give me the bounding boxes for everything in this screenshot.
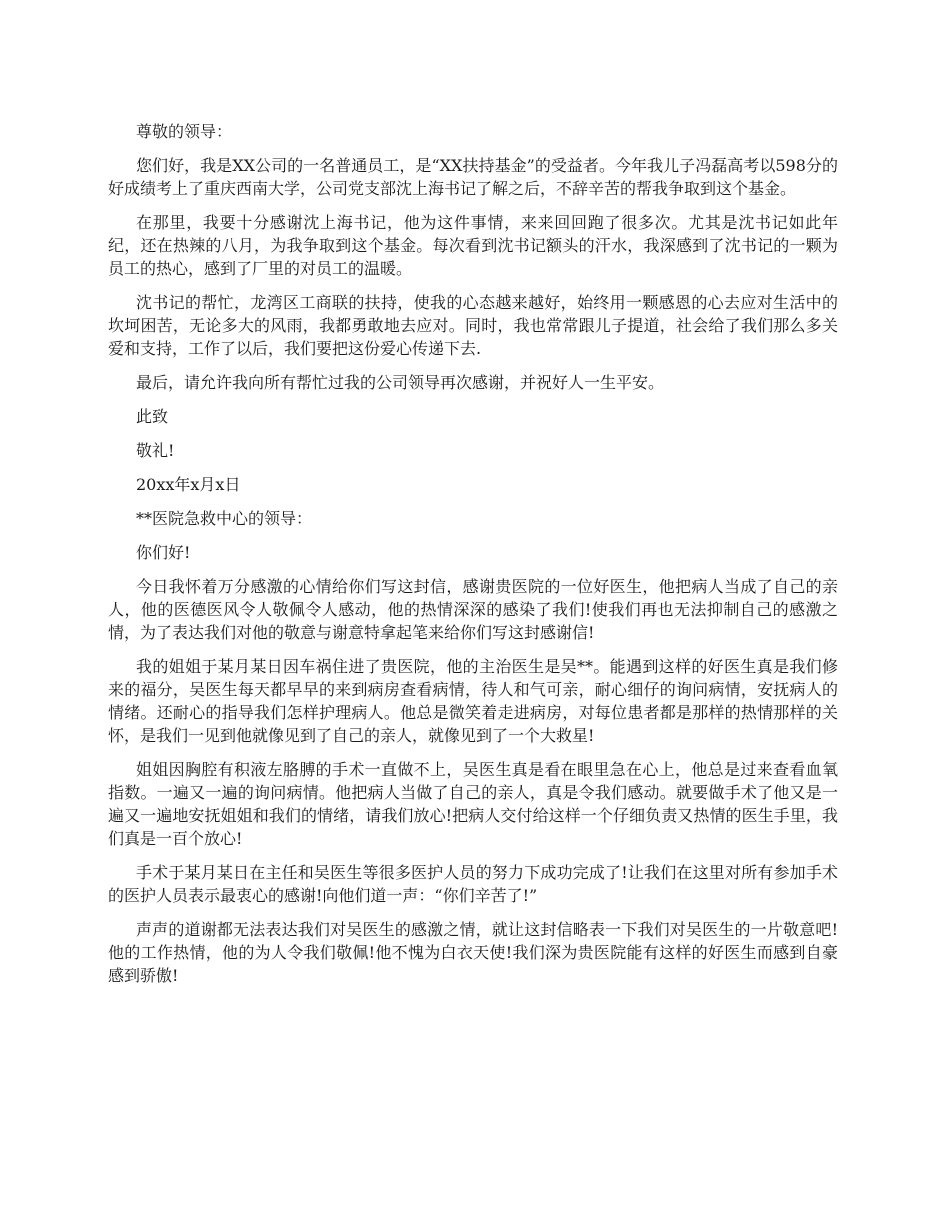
- letter2-paragraph-1: 今日我怀着万分感激的心情给你们写这封信，感谢贵医院的一位好医生，他把病人当成了自己的亲人，他的医德医风令人敬佩令人感动，他的热情深深的感染了我们!使我们再也无法抑制自己的感激之情，为了表达我们对他的敬意与谢意特拿起笔来给你们写这封感谢信!: [108, 577, 838, 642]
- letter1-paragraph-4: 最后，请允许我向所有帮忙过我的公司领导再次感谢，并祝好人一生平安。: [136, 373, 665, 392]
- letter1-salutation: 尊敬的领导：: [136, 122, 233, 141]
- letter1-date: 20xx年x月x日: [136, 475, 241, 494]
- letter2-paragraph-3: 姐姐因胸腔有积液左胳膊的手术一直做不上，吴医生真是看在眼里急在心上，他总是过来查看血氧指数。一遍又一遍的询问病情。他把病人当做了自己的亲人，真是令我们感动。就要做手术了他又是一遍又一遍地安抚姐姐和我们的情绪，请我们放心!把病人交付给这样一个仔细负责又热情的医生手里，我们真是一百个放心!: [108, 760, 838, 848]
- letter2-paragraph-2: 我的姐姐于某月某日因车祸住进了贵医院，他的主治医生是吴**。能遇到这样的好医生真是我们修来的福分，吴医生每天都早早的来到病房查看病情，待人和气可亲，耐心细仔的询问病情，安抚病人的情绪。还耐心的指导我们怎样护理病人。他总是微笑着走进病房，对每位患者都是那样的热情那样的关怀，是我们一见到他就像见到了自己的亲人，就像见到了一个大救星!: [108, 657, 838, 745]
- letter2-salutation: **医院急救中心的领导：: [136, 509, 313, 528]
- letter2-paragraph-5: 声声的道谢都无法表达我们对吴医生的感激之情，就让这封信略表一下我们对吴医生的一片敬意吧!他的工作热情，他的为人令我们敬佩!他不愧为白衣天使!我们深为贵医院能有这样的好医生而感到自豪感到骄傲!: [108, 920, 838, 985]
- letter1-paragraph-1: 您们好，我是XX公司的一名普通员工，是“XX扶持基金”的受益者。今年我儿子冯磊高考以598分的好成绩考上了重庆西南大学，公司党支部沈上海书记了解之后，不辞辛苦的帮我争取到这个基金。: [108, 156, 838, 198]
- letter1-paragraph-2: 在那里，我要十分感谢沈上海书记，他为这件事情，来来回回跑了很多次。尤其是沈书记如此年纪，还在热辣的八月，为我争取到这个基金。每次看到沈书记额头的汗水，我深感到了沈书记的一颗为员工的热心，感到了厂里的对员工的温暖。: [108, 213, 838, 278]
- letter2-paragraph-4: 手术于某月某日在主任和吴医生等很多医护人员的努力下成功完成了!让我们在这里对所有参加手术的医护人员表示最衷心的感谢!向他们道一声：“你们辛苦了!”: [108, 863, 838, 905]
- document-page: [108, 120, 838, 998]
- letter1-paragraph-3: 沈书记的帮忙，龙湾区工商联的扶持，使我的心态越来越好，始终用一颗感恩的心去应对生活中的坎坷困苦，无论多大的风雨，我都勇敢地去应对。同时，我也常常跟儿子提道，社会给了我们那么多关爱和支持，工作了以后，我们要把这份爱心传递下去.: [108, 293, 838, 358]
- letter2-greeting: 你们好!: [136, 543, 191, 562]
- letter1-closing-2: 敬礼!: [136, 441, 175, 460]
- letter1-closing-1: 此致: [136, 407, 169, 426]
